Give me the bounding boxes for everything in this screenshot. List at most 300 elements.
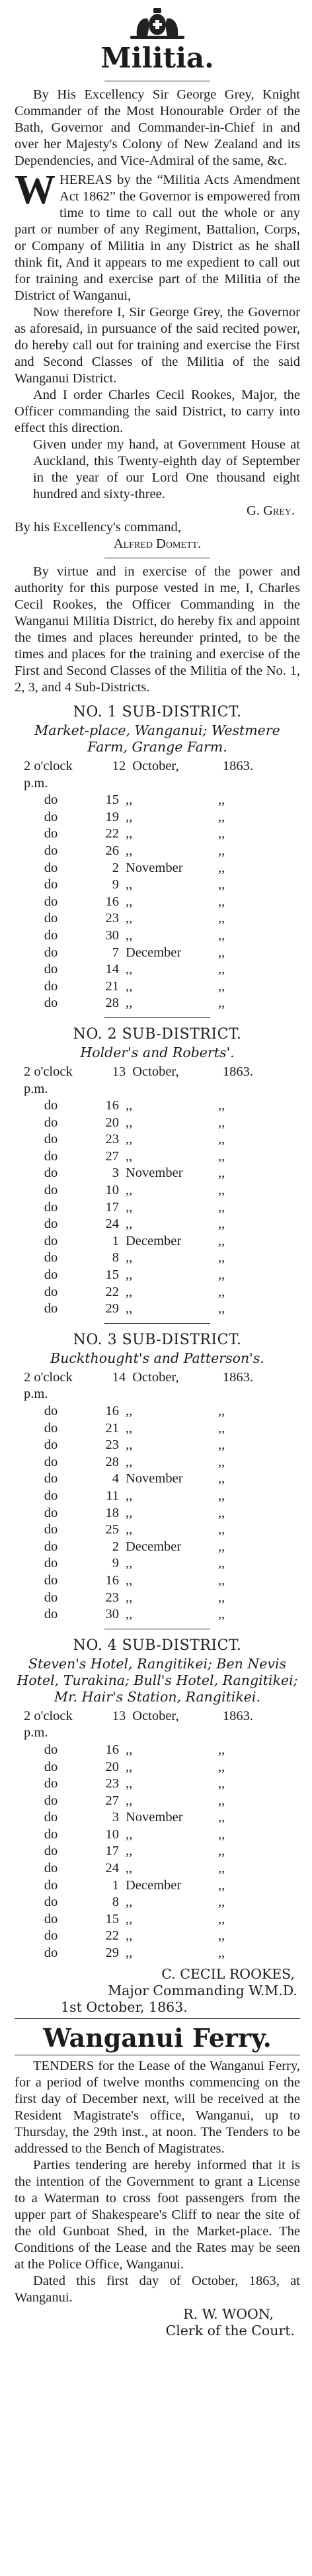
month-cell: December xyxy=(126,1233,182,1248)
day-cell: 28 xyxy=(105,996,119,1011)
year-cell: ,, xyxy=(218,1539,225,1554)
extra-cell xyxy=(271,927,297,945)
year-cell: ,, xyxy=(218,1861,225,1876)
extra-cell xyxy=(271,1420,297,1438)
day-cell: 11 xyxy=(106,1488,119,1503)
year-cell: ,, xyxy=(218,843,225,858)
year-cell: ,, xyxy=(218,826,225,841)
extra-cell xyxy=(271,1182,297,1199)
extra-cell xyxy=(271,1403,297,1420)
year-cell: ,, xyxy=(218,945,225,960)
year-cell: ,, xyxy=(218,1132,225,1147)
year-cell: ,, xyxy=(218,1776,225,1791)
extra-cell xyxy=(271,1555,297,1572)
schedule-row xyxy=(15,978,300,996)
day-cell: 3 xyxy=(112,1810,119,1825)
time-cell: do xyxy=(44,1826,58,1842)
month-cell: ,, xyxy=(126,1895,133,1910)
time-cell: do xyxy=(44,978,58,994)
day-cell: 16 xyxy=(105,1098,119,1113)
schedule-row xyxy=(15,1403,300,1420)
sub-district-venue: Holder's and Roberts'. xyxy=(80,1044,235,1060)
month-cell: ,, xyxy=(126,911,133,926)
schedule-row xyxy=(15,894,300,911)
year-cell: ,, xyxy=(218,1148,225,1164)
extra-cell xyxy=(271,1505,297,1522)
day-cell: 2 xyxy=(112,860,119,875)
extra-cell xyxy=(271,894,297,911)
schedule-row xyxy=(15,1928,300,1945)
year-cell: ,, xyxy=(218,1454,225,1469)
year-cell: ,, xyxy=(218,1404,225,1418)
time-cell: do xyxy=(44,793,58,808)
day-cell: 29 xyxy=(105,1301,119,1316)
month-cell: October, xyxy=(132,1708,179,1723)
day-cell: 3 xyxy=(112,1166,119,1181)
day-cell: 23 xyxy=(105,1132,119,1147)
year-cell: ,, xyxy=(218,1471,225,1486)
month-cell: ,, xyxy=(126,1132,133,1147)
day-cell: 27 xyxy=(105,1793,119,1808)
schedule-row xyxy=(15,1250,300,1267)
schedule-row xyxy=(15,1826,300,1844)
day-cell: 17 xyxy=(105,1199,119,1215)
schedule-row xyxy=(15,826,300,843)
extra-cell xyxy=(271,978,297,996)
schedule-row xyxy=(15,1267,300,1284)
time-cell: do xyxy=(44,1420,58,1436)
extra-cell xyxy=(271,1284,297,1301)
schedule-row xyxy=(15,1233,300,1250)
sub-district-venue: Buckthought's and Patterson's. xyxy=(50,1350,264,1366)
day-cell: 21 xyxy=(105,978,119,994)
year-cell: 1863. xyxy=(222,759,254,773)
schedule-row xyxy=(15,1894,300,1911)
year-cell: 1863. xyxy=(222,1708,254,1723)
time-cell: do xyxy=(44,1471,58,1486)
extra-cell xyxy=(271,1776,297,1793)
year-cell: ,, xyxy=(218,1301,225,1316)
extra-cell xyxy=(271,1488,297,1505)
extra-cell xyxy=(271,1097,297,1115)
year-cell: ,, xyxy=(218,911,225,926)
schedule-row xyxy=(15,1199,300,1217)
divider xyxy=(104,1323,210,1324)
now-therefore-paragraph: Now therefore I, Sir George Grey, the Governor as aforesaid, in pursuance of the said recited power, do hereby call out for training and exercise the First and Second Classes of the Militia of the said Wanganui District. xyxy=(15,305,300,386)
month-cell: ,, xyxy=(126,1759,133,1774)
schedule-row xyxy=(15,1369,300,1403)
year-cell: ,, xyxy=(218,1098,225,1113)
year-cell: ,, xyxy=(218,894,225,909)
day-cell: 2 xyxy=(112,1539,119,1554)
extra-cell xyxy=(271,860,297,877)
month-cell: October, xyxy=(132,759,179,773)
extra-cell xyxy=(274,1369,300,1403)
month-cell: ,, xyxy=(126,1404,133,1418)
day-cell: 14 xyxy=(105,962,119,977)
year-cell: ,, xyxy=(218,996,225,1011)
extra-cell xyxy=(271,1945,297,1962)
schedule-row xyxy=(15,843,300,860)
year-cell: ,, xyxy=(218,1844,225,1859)
month-cell: ,, xyxy=(126,1250,133,1266)
schedule-table xyxy=(15,758,300,1012)
schedule-row xyxy=(15,860,300,877)
day-cell: 23 xyxy=(105,1776,119,1791)
year-cell: ,, xyxy=(218,877,225,892)
sub-districts xyxy=(15,703,300,1962)
year-cell: ,, xyxy=(218,1556,225,1571)
month-cell: ,, xyxy=(126,1438,133,1453)
governor-signature: G. Grey. xyxy=(247,503,295,518)
time-cell: do xyxy=(44,1183,58,1198)
extra-cell xyxy=(271,1759,297,1776)
rookes-title: Major Commanding W.M.D. xyxy=(108,1982,297,1998)
schedule-row xyxy=(15,1148,300,1166)
month-cell: November xyxy=(126,1810,183,1825)
day-cell: 20 xyxy=(105,1115,119,1130)
extra-cell xyxy=(271,945,297,962)
sub-district-heading: NO. 2 SUB-DISTRICT. xyxy=(73,1025,242,1043)
time-cell: do xyxy=(44,945,58,960)
day-cell: 29 xyxy=(105,1946,119,1961)
time-cell: do xyxy=(44,1438,58,1453)
schedule-row xyxy=(15,1064,300,1097)
month-cell: ,, xyxy=(126,1776,133,1791)
year-cell: ,, xyxy=(218,1759,225,1774)
month-cell: ,, xyxy=(126,1522,133,1537)
year-cell: ,, xyxy=(218,1505,225,1520)
extra-cell xyxy=(271,995,297,1012)
year-cell: ,, xyxy=(218,1250,225,1266)
year-cell: ,, xyxy=(218,927,225,943)
time-cell: do xyxy=(44,1404,58,1418)
day-cell: 7 xyxy=(112,945,119,960)
time-cell: do xyxy=(44,1759,58,1774)
time-cell: do xyxy=(44,1590,58,1605)
month-cell: ,, xyxy=(126,927,133,943)
time-cell: do xyxy=(44,1556,58,1571)
day-cell: 16 xyxy=(105,1572,119,1588)
year-cell: ,, xyxy=(218,1420,225,1436)
whereas-text: HEREAS by the “Militia Acts Amendment Act 1862” the Governor is empowered from time to time to call out the whole or any part or number of any Regiment, Battalion, Corps, or Company of Militia in any District as he shall think fit, And it appears to me expedient to call out for training and exercise part of the Militia of the District of Wanganui, xyxy=(15,173,300,303)
time-cell: do xyxy=(44,962,58,977)
time-cell: do xyxy=(44,911,58,926)
year-cell: ,, xyxy=(218,1183,225,1198)
schedule-row xyxy=(15,1606,300,1623)
extra-cell xyxy=(274,758,300,792)
divider xyxy=(104,1017,210,1018)
sub-district-venue: Market-place, Wanganui; Westmere Farm, Grange Farm. xyxy=(34,722,280,755)
extra-cell xyxy=(271,1233,297,1250)
rookes-date: 1st October, 1863. xyxy=(61,1998,188,2015)
day-cell: 23 xyxy=(105,1590,119,1605)
day-cell: 10 xyxy=(105,1183,119,1198)
schedule-row xyxy=(15,1877,300,1895)
month-cell: ,, xyxy=(126,894,133,909)
extra-cell xyxy=(271,1454,297,1471)
schedule-row xyxy=(15,809,300,826)
month-cell: ,, xyxy=(126,1607,133,1622)
time-cell: do xyxy=(44,1505,58,1520)
extra-cell xyxy=(271,1606,297,1623)
schedule-row xyxy=(15,1471,300,1488)
time-cell: do xyxy=(44,1742,58,1757)
sub-district-heading: NO. 1 SUB-DISTRICT. xyxy=(73,704,242,720)
month-cell: ,, xyxy=(126,1928,133,1944)
day-cell: 15 xyxy=(105,1911,119,1926)
schedule-row xyxy=(15,1759,300,1776)
day-cell: 16 xyxy=(105,1742,119,1757)
time-cell: do xyxy=(44,809,58,824)
time-cell: do xyxy=(44,826,58,841)
schedule-row xyxy=(15,1793,300,1810)
time-cell: do xyxy=(44,1776,58,1791)
schedule-row xyxy=(15,1860,300,1877)
month-cell: ,, xyxy=(126,1301,133,1316)
day-cell: 23 xyxy=(105,911,119,926)
day-cell: 17 xyxy=(105,1844,119,1859)
month-cell: ,, xyxy=(126,1199,133,1215)
extra-cell xyxy=(271,1539,297,1556)
year-cell: ,, xyxy=(218,1199,225,1215)
extra-cell xyxy=(271,1437,297,1454)
time-cell: do xyxy=(44,1539,58,1554)
month-cell: ,, xyxy=(126,793,133,808)
extra-cell xyxy=(271,809,297,826)
day-cell: 8 xyxy=(112,1895,119,1910)
extra-cell xyxy=(271,961,297,978)
extra-cell xyxy=(271,1894,297,1911)
day-cell: 19 xyxy=(105,809,119,824)
day-cell: 18 xyxy=(105,1505,119,1520)
month-cell: ,, xyxy=(126,1861,133,1876)
clerk-signature: R. W. WOON, xyxy=(183,2305,274,2322)
extra-cell xyxy=(271,1572,297,1590)
month-cell: November xyxy=(126,1166,183,1181)
month-cell: November xyxy=(126,1471,183,1486)
schedule-row xyxy=(15,1843,300,1860)
day-cell: 22 xyxy=(105,1284,119,1299)
ferry-parties-paragraph: Parties tendering are hereby informed that it is the intention of the Government to grant a License to a Waterman to cross foot passengers from the upper part of Shakespeare's Cliff to near the site of the old Gunboat Shed, in the Market-place. The Conditions of the Lease and the Rates may be seen at the Police Office, Wanganui. xyxy=(15,2157,300,2272)
schedule-row xyxy=(15,1097,300,1115)
time-cell: do xyxy=(44,1233,58,1248)
time-cell: do xyxy=(44,1946,58,1961)
royal-coat-of-arms-icon xyxy=(121,3,194,41)
time-cell: do xyxy=(44,1488,58,1503)
day-cell: 28 xyxy=(105,1454,119,1469)
day-cell: 15 xyxy=(105,793,119,808)
year-cell: ,, xyxy=(218,1607,225,1622)
year-cell: ,, xyxy=(218,978,225,994)
schedule-row xyxy=(15,1572,300,1590)
month-cell: October, xyxy=(132,1064,179,1079)
year-cell: ,, xyxy=(218,1590,225,1605)
year-cell: ,, xyxy=(218,860,225,875)
month-cell: ,, xyxy=(126,1115,133,1130)
month-cell: ,, xyxy=(126,877,133,892)
extra-cell xyxy=(274,1708,300,1742)
schedule-row xyxy=(15,1776,300,1793)
time-cell: do xyxy=(44,927,58,943)
extra-cell xyxy=(271,1199,297,1217)
year-cell: ,, xyxy=(218,1115,225,1130)
year-cell: 1863. xyxy=(222,1369,254,1385)
time-cell: do xyxy=(44,1861,58,1876)
time-cell: do xyxy=(44,1132,58,1147)
year-cell: ,, xyxy=(218,809,225,824)
day-cell: 23 xyxy=(105,1438,119,1453)
time-cell: do xyxy=(44,1844,58,1859)
extra-cell xyxy=(271,1471,297,1488)
schedule-row xyxy=(15,1165,300,1182)
secretary-signature: Alfred Domett. xyxy=(113,537,202,551)
schedule-row xyxy=(15,961,300,978)
day-cell: 1 xyxy=(112,1877,119,1893)
year-cell: ,, xyxy=(218,1166,225,1181)
day-cell: 15 xyxy=(105,1267,119,1283)
year-cell: ,, xyxy=(218,1217,225,1232)
month-cell: ,, xyxy=(126,978,133,994)
schedule-row xyxy=(15,1301,300,1318)
time-cell: do xyxy=(44,1522,58,1537)
schedule-table xyxy=(15,1369,300,1623)
schedule-table xyxy=(15,1064,300,1318)
day-cell: 26 xyxy=(105,843,119,858)
extra-cell xyxy=(271,1165,297,1182)
day-cell: 14 xyxy=(112,1369,126,1385)
rookes-signature: C. CECIL ROOKES, xyxy=(161,1965,295,1982)
schedule-row xyxy=(15,927,300,945)
time-cell: do xyxy=(44,1148,58,1164)
year-cell: ,, xyxy=(218,793,225,808)
time-cell: do xyxy=(44,1454,58,1469)
time-cell: do xyxy=(44,1607,58,1622)
month-cell: ,, xyxy=(126,1946,133,1961)
section-rule xyxy=(15,2018,300,2019)
schedule-row xyxy=(15,1945,300,1962)
ferry-title: Wanganui Ferry. xyxy=(43,2022,272,2053)
schedule-row xyxy=(15,1420,300,1438)
proclamation-intro: By His Excellency Sir George Grey, Knight Commander of the Most Honourable Order of the Bath, Governor and Commander-in-Chief in and over her Majesty's Colony of New Zealand and its Dependencies, and Vice-Admiral of the same, &c. xyxy=(15,87,300,168)
month-cell: ,, xyxy=(126,1844,133,1859)
schedule-row xyxy=(15,1505,300,1522)
extra-cell xyxy=(271,1877,297,1895)
year-cell: ,, xyxy=(218,962,225,977)
day-cell: 16 xyxy=(105,894,119,909)
day-cell: 30 xyxy=(105,927,119,943)
newspaper-column xyxy=(0,3,312,2576)
day-cell: 24 xyxy=(105,1217,119,1232)
time-cell: 2 o'clock p.m. xyxy=(24,759,73,791)
schedule-row xyxy=(15,1539,300,1556)
month-cell: ,, xyxy=(126,1505,133,1520)
clerk-title: Clerk of the Court. xyxy=(165,2322,295,2339)
time-cell: do xyxy=(44,1267,58,1283)
time-cell: do xyxy=(44,860,58,875)
year-cell: ,, xyxy=(218,1810,225,1825)
month-cell: ,, xyxy=(126,1826,133,1842)
month-cell: ,, xyxy=(126,1911,133,1926)
schedule-row xyxy=(15,1522,300,1539)
extra-cell xyxy=(271,1860,297,1877)
day-cell: 12 xyxy=(112,759,126,773)
year-cell: ,, xyxy=(218,1928,225,1944)
day-cell: 10 xyxy=(105,1826,119,1842)
year-cell: ,, xyxy=(218,1438,225,1453)
time-cell: do xyxy=(44,1572,58,1588)
month-cell: ,, xyxy=(126,1454,133,1469)
day-cell: 24 xyxy=(105,1861,119,1876)
month-cell: ,, xyxy=(126,1284,133,1299)
extra-cell xyxy=(271,1522,297,1539)
day-cell: 22 xyxy=(105,826,119,841)
time-cell: do xyxy=(44,843,58,858)
year-cell: ,, xyxy=(218,1895,225,1910)
schedule-row xyxy=(15,910,300,927)
ferry-tenders-paragraph: TENDERS for the Lease of the Wanganui Ferry, for a period of twelve months commencing on the first day of December next, will be received at the Resident Magistrate's office, Wanganui, up to Thursday, the 29th inst., at noon. The Tenders to be addressed to the Bench of Magistrates. xyxy=(15,2058,300,2156)
month-cell: December xyxy=(126,1539,182,1554)
month-cell: ,, xyxy=(126,1148,133,1164)
whereas-paragraph xyxy=(15,167,300,304)
day-cell: 21 xyxy=(105,1420,119,1436)
schedule-row xyxy=(15,1115,300,1132)
schedule-row xyxy=(15,945,300,962)
day-cell: 9 xyxy=(112,877,119,892)
schedule-row xyxy=(15,877,300,894)
month-cell: ,, xyxy=(126,1590,133,1605)
extra-cell xyxy=(271,1742,297,1759)
extra-cell xyxy=(271,1148,297,1166)
extra-cell xyxy=(271,1131,297,1148)
time-cell: do xyxy=(44,996,58,1011)
month-cell: ,, xyxy=(126,1556,133,1571)
month-cell: ,, xyxy=(126,1183,133,1198)
schedule-row xyxy=(15,1911,300,1928)
time-cell: do xyxy=(44,1166,58,1181)
militia-title: Militia. xyxy=(100,42,214,74)
month-cell: ,, xyxy=(126,843,133,858)
schedule-row xyxy=(15,1454,300,1471)
sub-district-venue: Steven's Hotel, Rangitikei; Ben Nevis Hotel, Turakina; Bull's Hotel, Rangitikei; Mr. Hair's Station, Rangitikei. xyxy=(17,1655,298,1705)
month-cell: November xyxy=(126,860,183,875)
day-cell: 8 xyxy=(112,1250,119,1266)
and-i-order-paragraph: And I order Charles Cecil Rookes, Major, the Officer commanding the said District, to carry into effect this direction. xyxy=(15,388,300,435)
day-cell: 1 xyxy=(112,1233,119,1248)
sub-district-heading: NO. 4 SUB-DISTRICT. xyxy=(73,1637,242,1654)
extra-cell xyxy=(271,1793,297,1810)
schedule-row xyxy=(15,1555,300,1572)
extra-cell xyxy=(271,877,297,894)
by-command: By his Excellency's command, xyxy=(15,520,181,535)
time-cell: do xyxy=(44,1301,58,1316)
schedule-row xyxy=(15,1590,300,1607)
extra-cell xyxy=(271,826,297,843)
extra-cell xyxy=(271,1590,297,1607)
time-cell: 2 o'clock p.m. xyxy=(24,1064,73,1096)
month-cell: ,, xyxy=(126,1793,133,1808)
extra-cell xyxy=(271,1826,297,1844)
extra-cell xyxy=(271,792,297,809)
day-cell: 9 xyxy=(112,1556,119,1571)
year-cell: ,, xyxy=(218,1946,225,1961)
month-cell: ,, xyxy=(126,1420,133,1436)
time-cell: 2 o'clock p.m. xyxy=(24,1369,73,1402)
year-cell: ,, xyxy=(218,1877,225,1893)
extra-cell xyxy=(271,1216,297,1233)
year-cell: ,, xyxy=(218,1826,225,1842)
extra-cell xyxy=(271,1911,297,1928)
